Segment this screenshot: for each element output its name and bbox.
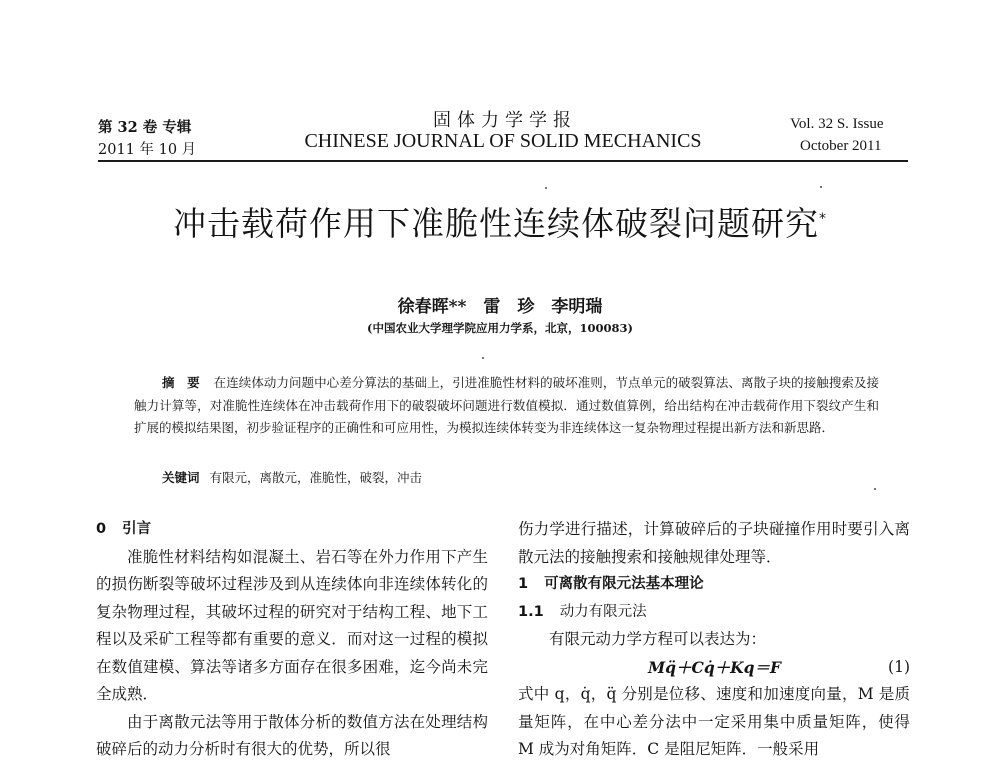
date-cn: 2011 年 10 月: [98, 142, 197, 158]
scan-speck: [874, 488, 876, 490]
section-0-heading: [96, 516, 488, 544]
right-column: [518, 516, 910, 764]
left-column: [96, 516, 488, 764]
section-1-1-heading: [518, 599, 910, 627]
abstract: [134, 372, 879, 440]
paragraph: 有限元动力学方程可以表达为：: [549, 630, 767, 648]
title-text: 冲击载荷作用下准脆性连续体破裂问题研究: [173, 204, 819, 243]
section-1-heading: [518, 571, 910, 599]
paper-title: [150, 198, 850, 245]
scan-speck: [820, 186, 822, 188]
paragraph: 由于离散元法等用于散体分析的数值方法在处理结构破碎后的动力分析时有很大的优势，所以很: [96, 712, 488, 758]
paragraph: 式中 q，q̇，q̈ 分别是位移、速度和加速度向量，M 是质量矩阵，在中心差分法中一定采用集中质量矩阵，使得 M 成为对角矩阵．C 是阻尼矩阵．一般采用: [518, 685, 910, 758]
volume-cn: 第 32 卷 专辑: [98, 119, 192, 136]
authors: 徐春晖** 雷 珍 李明瑞: [397, 297, 603, 317]
section-title: 可离散有限元法基本理论: [544, 576, 704, 592]
equation-number: (1): [888, 657, 910, 676]
section-number: 1.1: [518, 603, 544, 620]
paragraph: 准脆性材料结构如混凝土、岩石等在外力作用下产生的损伤断裂等破坏过程涉及到从连续体向非连续体转化的复杂物理过程，其破坏过程的研究对于结构工程、地下工程以及采矿工程等都有重要的意义．而对这一过程的模拟在数值建模、算法等诸多方面存在很多困难，迄今尚未完全成熟．: [96, 547, 488, 703]
journal-title-cn: 固体力学学报: [433, 110, 577, 131]
abstract-text: 在连续体动力问题中心差分算法的基础上，引进准脆性材料的破坏准则，节点单元的破裂算法、离散子块的接触搜索及接触力计算等，对准脆性连续体在冲击载荷作用下的破裂破坏问题进行数值模拟．通过数值算例，给出结构在冲击载荷作用下裂纹产生和扩展的模拟结果图，初步验证程序的正确性和可应用性，为模拟连续体转变为非连续体这一复杂物理过程提出新方法和新思路．: [134, 375, 879, 435]
affiliation: (中国农业大学理学院应用力学系，北京，100083): [367, 321, 633, 335]
date-en: October 2011: [800, 138, 882, 154]
scan-speck: [545, 187, 547, 189]
paragraph: 伤力学进行描述，计算破碎后的子块碰撞作用时要引入离散元法的接触搜索和接触规律处理等．: [518, 520, 910, 566]
volume-en: Vol. 32 S. Issue: [790, 116, 884, 132]
section-title: 引言: [122, 521, 152, 537]
section-number: 1: [518, 576, 529, 592]
equation-1: [518, 654, 910, 682]
equation-body: Mq̈＋Cq̇＋Kq＝F: [648, 657, 781, 677]
journal-title-en: CHINESE JOURNAL OF SOLID MECHANICS: [304, 130, 702, 152]
title-footnote-mark: *: [819, 211, 827, 227]
scan-speck: [482, 357, 484, 359]
section-number: 0: [96, 521, 107, 537]
header-rule: [98, 160, 908, 162]
keywords-text: 有限元，离散元，准脆性，破裂，冲击: [209, 470, 423, 485]
keywords-label: 关键词: [162, 470, 200, 485]
abstract-label: 摘 要: [162, 375, 200, 390]
section-title: 动力有限元法: [559, 603, 647, 620]
keywords: [162, 468, 422, 486]
